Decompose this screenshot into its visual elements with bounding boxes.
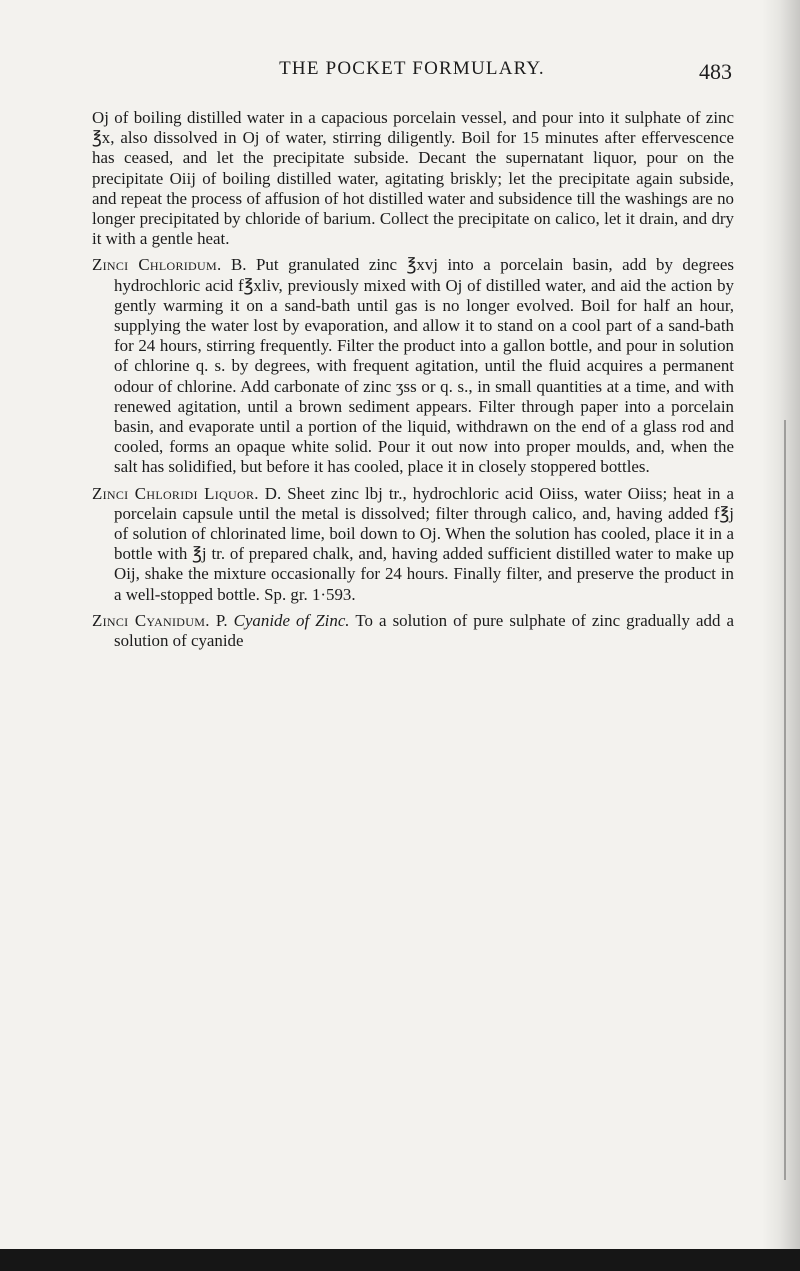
entry-zinci-chloridi-liquor bbox=[92, 484, 734, 605]
body-text bbox=[92, 108, 734, 657]
scan-bottom-edge bbox=[0, 1249, 800, 1271]
running-title: THE POCKET FORMULARY. bbox=[279, 58, 545, 79]
entry-title: Zinci Cyanidum. bbox=[92, 610, 210, 630]
entry-reference: D. bbox=[258, 483, 288, 503]
entry-text: Put granulated zinc ℥xvj into a porcelain basin, add by degrees hydrochloric acid f℥xliv, previously mixed with Oj of distilled water, and aid the action by gently warming it on a sand-bath until gas is no longer evolved. Boil for half an hour, supplying the water lost by evaporation, and allow it to stand on a cool part of a sand-bath for 24 hours, stirring frequently. Filter the product into a gallon bottle, and pour in solution of chlorine q. s. by degrees, with frequent agitation, until the fluid acquires a permanent odour of chlorine. Add carbonate of zinc ʒss or q. s., in small quantities at a time, and with renewed agitation, until a brown sediment appears. Filter through paper into a porcelain basin, and evaporate until a portion of the liquid, withdrawn on the end of a glass rod and cooled, forms an opaque white solid. Pour it out now into proper moulds, and, when the salt has solidified, but before it has cooled, place it in closely stoppered bottles. bbox=[114, 255, 734, 477]
entry-reference: P. bbox=[209, 610, 234, 630]
entry-zinci-cyanidum bbox=[92, 611, 734, 651]
page-header bbox=[92, 58, 732, 90]
entry-zinci-chloridum bbox=[92, 255, 734, 477]
entry-text: To a solution of pure sulphate of zinc gradually add a solution of cyanide bbox=[114, 610, 735, 651]
page-number: 483 bbox=[699, 59, 732, 84]
entry-title: Zinci Chloridum. bbox=[92, 255, 222, 275]
entry-text: Sheet zinc lbj tr., hydrochloric acid Oiiss, water Oiiss; heat in a porcelain capsule until the metal is dissolved; filter through calico, and, having added f℥j of solution of chlorinated lime, boil down to Oj. When the solution has cooled, place it in a bottle with ℥j tr. of prepared chalk, and, having added sufficient distilled water to make up Oij, shake the mixture occasionally for 24 hours. Finally filter, and preserve the product in a well-stopped bottle. Sp. gr. 1·593. bbox=[114, 483, 734, 604]
continued-paragraph: Oj of boiling distilled water in a capacious porcelain vessel, and pour into it sulphate of zinc ℥x, also dissolved in Oj of water, stirring diligently. Boil for 15 minutes after effervescence has ceased, and let the precipitate subside. Decant the supernatant liquor, pour on the precipitate Oiij of boiling distilled water, agitating briskly; let the precipitate again subside, and repeat the process of affusion of hot distilled water and subsidence till the washings are no longer precipitated by chloride of barium. Collect the precipitate on calico, let it drain, and dry it with a gentle heat. bbox=[92, 108, 734, 249]
page-binding-shadow bbox=[762, 0, 800, 1271]
entry-title: Zinci Chloridi Liquor. bbox=[92, 483, 259, 503]
entry-english-name: Cyanide of Zinc. bbox=[233, 610, 350, 630]
page-binding-edge bbox=[784, 420, 786, 1180]
entry-reference: B. bbox=[221, 255, 257, 275]
